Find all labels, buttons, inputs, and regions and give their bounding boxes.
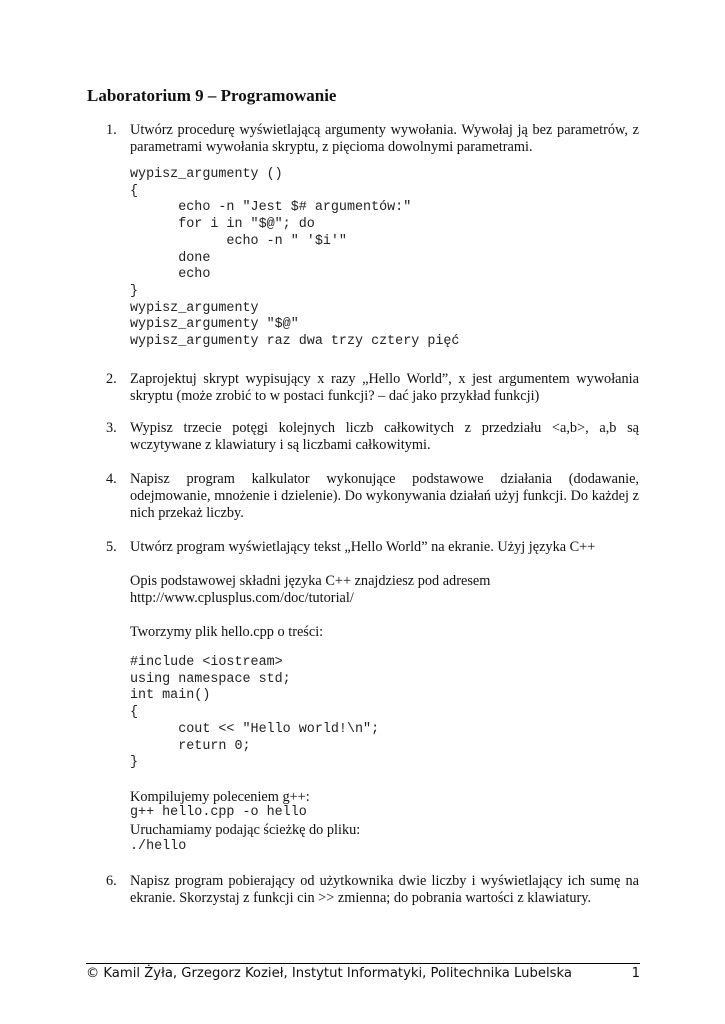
run-label: Uruchamiamy podając ścieżkę do pliku:: [130, 822, 361, 838]
item-number: 3.: [106, 420, 117, 436]
page-title: Laboratorium 9 – Programowanie: [87, 86, 337, 105]
item-text: Utwórz procedurę wyświetlającą argumenty wywołania. Wywołaj ją bez parametrów, z parametrami wywołania skryptu, z pięcioma dowolnymi parametrami.: [130, 122, 639, 155]
item-text: Zaprojektuj skrypt wypisujący x razy „Hello World”, x jest argumentem wywołania skryptu (może zrobić to w postaci funkcji? – dać jako przykład funkcji): [130, 371, 639, 404]
page-footer: [86, 965, 640, 983]
list-item-6: [106, 873, 639, 907]
item-text: Utwórz program wyświetlający tekst „Hello World” na ekranie. Użyj języka C++: [130, 539, 596, 555]
item-number: 6.: [106, 873, 117, 889]
list-item-5: [106, 539, 639, 556]
item-number: 4.: [106, 471, 117, 487]
run-command: ./hello: [130, 839, 187, 854]
compile-command: g++ hello.cpp -o hello: [130, 805, 307, 820]
footer-copyright: © Kamil Żyła, Grzegorz Kozieł, Instytut Informatyki, Politechnika Lubelska: [86, 966, 573, 981]
item-text: Napisz program kalkulator wykonujące podstawowe działania (dodawanie, odejmowanie, mnożenie i dzielenie). Do wykonywania działań użyj funkcji. Do każdej z nich przekaż liczby.: [130, 471, 639, 521]
code-block-cpp: #include <iostream> using namespace std; int main() { cout << "Hello world!\n"; return 0; }: [130, 655, 380, 771]
list-item-1: [106, 122, 639, 156]
list-item-2: [106, 371, 639, 405]
item-text: Napisz program pobierający od użytkownika dwie liczby i wyświetlający ich sumę na ekranie. Skorzystaj z funkcji cin >> zmienna; do pobrania wartości z klawiatury.: [130, 873, 639, 906]
tutorial-url: http://www.cplusplus.com/doc/tutorial/: [130, 590, 354, 606]
item-text: Wypisz trzecie potęgi kolejnych liczb całkowitych z przedziału <a,b>, a,b są wczytywane z klawiatury i są liczbami całkowitymi.: [130, 420, 639, 453]
item-number: 2.: [106, 371, 117, 387]
code-block-bash: wypisz_argumenty () { echo -n "Jest $# argumentów:" for i in "$@"; do echo -n " '$i'" done echo } wypisz_argumenty wypisz_argumenty "$@" wypisz_argumenty raz dwa trzy cztery pięć: [130, 167, 460, 350]
list-item-4: [106, 471, 639, 522]
paragraph-syntax-info: Opis podstawowej składni języka C++ znajdziesz pod adresem: [130, 573, 491, 589]
page-number: 1: [631, 966, 640, 981]
item-number: 1.: [106, 122, 117, 138]
list-item-3: [106, 420, 639, 454]
compile-label: Kompilujemy poleceniem g++:: [130, 789, 310, 805]
item-number: 5.: [106, 539, 117, 555]
footer-divider: [86, 963, 640, 964]
paragraph-create-file: Tworzymy plik hello.cpp o treści:: [130, 624, 324, 640]
